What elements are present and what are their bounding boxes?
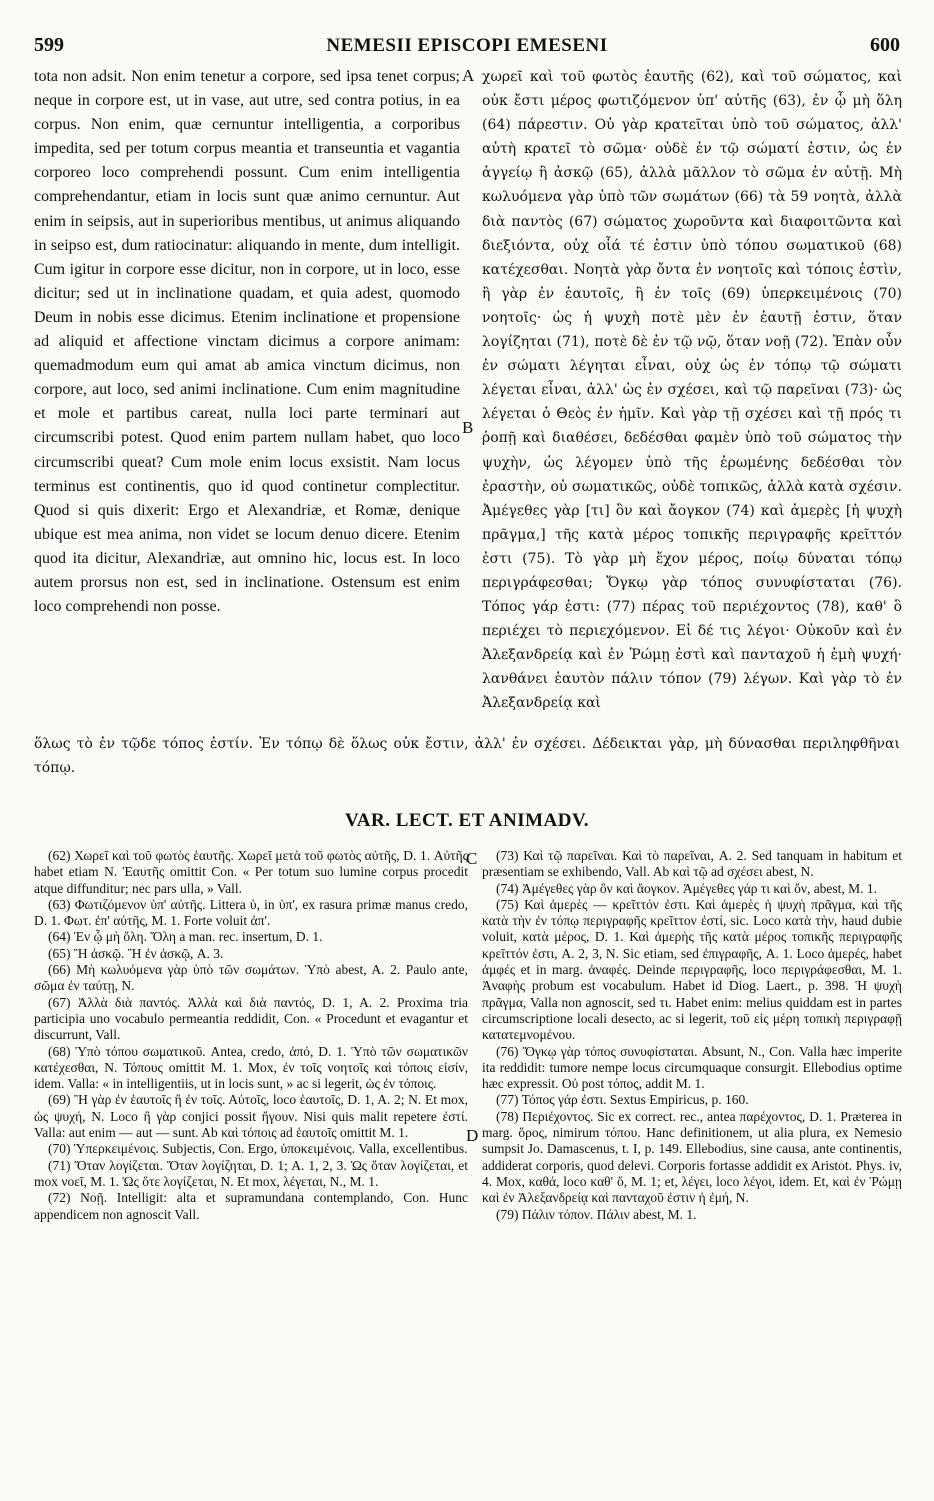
note-65: (65) Ἢ ἀσκῷ. Ἢ ἐν ἀσκῷ, A. 3. (48, 945, 224, 961)
note-73: (73) Καὶ τῷ παρεῖναι. Καὶ τὸ παρεῖναι, A. 2. Sed tanquam in habitum et præsentiam se exhibendo, Vall. Ab καὶ τῷ ad σχέσει abest, N. (482, 848, 902, 880)
note-62: (62) Χωρεῖ καὶ τοῦ φωτὸς ἑαυτῆς. Χωρεῖ μετὰ τοῦ φωτὸς αὐτῆς, D. 1. Αὐτῆς habet etiam N. Ἑαυτῆς omittit Con. « Per totum suo lumine corpus procedit atque diffunditur; nec pars ulla, » Vall. (34, 848, 468, 896)
notes-left-column (34, 848, 468, 1223)
note-79: (79) Πάλιν τόπον. Πάλιν abest, M. 1. (496, 1206, 697, 1222)
section-marker-b: B (462, 418, 474, 437)
section-marker-c: C (466, 849, 478, 868)
note-67: (67) Ἀλλὰ διὰ παντός. Ἀλλὰ καὶ διὰ παντός, D. 1, A. 2. Proxima tria participia uno vocabulo permeantia reddidit, Con. « Procedunt et evagantur et discurrunt, Vall. (34, 994, 468, 1043)
right-page-number: 600 (869, 34, 900, 56)
running-title: NEMESII EPISCOPI EMESENI (326, 35, 608, 56)
note-64: (64) Ἐν ᾧ μὴ ὅλη. Ὅλη a man. rec. insertum, D. 1. (48, 929, 323, 945)
page-header (34, 34, 900, 60)
note-63: (63) Φωτιζόμενον ὑπ' αὐτῆς. Littera ὑ, in ὑπ', ex rasura primæ manus credo, D. 1. Φωτ. ἐπ' αὐτῆς, M. 1. Forte voluit ἀπ'. (34, 896, 468, 929)
note-71: (71) Ὅταν λογίζεται. Ὅταν λογίζηται, D. 1; A. 1, 2, 3. Ὡς ὅταν λογίζεται, et mox νοεῖ, M. 1. Ὡς ὅτε λογίζεται, N. Et mox, λέγεται, N., M. 1. (34, 1157, 468, 1189)
greek-text-continuation: ὅλως τὸ ἐν τῷδε τόπος ἐστίν. Ἐν τόπῳ δὲ ὅλως οὐκ ἔστιν, ἀλλ' ἐν σχέσει. Δέδεικται γὰρ, μὴ δύνασθαι περιληφθῆναι τόπῳ. (34, 736, 900, 777)
note-70: (70) Ὑπερκειμένοις. Subjectis, Con. Ergo, ὑποκειμένοις. Valla, excellentibus. (48, 1141, 468, 1157)
note-75: (75) Καὶ ἀμερὲς — κρεῖττόν ἐστι. Καὶ ἀμερὲς ἡ ψυχὴ πρᾶγμα, καὶ τῆς κατὰ τὴν ἐν τόπῳ περιγραφῆς κρεῖττον ἐστί, sic. Loco κατὰ τὴν, haud dubie voluit, κατὰ μέρος, D. 1. Καὶ ἀμερὴς τῆς κατὰ μέρος τοπικῆς περιγραφῆς κρεῖττόν ἐστι, A. 2, 3, N. Sic etiam, sed ἐπιγραφῆς, A. 1. Loco ἀμερές, habet ἀμφές et in marg. ἀναφές. Deinde περιγραφῆς, loco περιγράφεσθαι, M. 1. Ἀναφὴς probum est vocabulum. Habet id Diog. Laert., p. 398. Ἡ ψυχὴ πρᾶγμα, Valla non agnoscit, sed τι. Habet enim: melius quiddam est in partes circumscriptione locali desecto, ac si legerit, τοῦ εἰς μέρη τοπικὴ περιγραφῇ κατατεμνομένου. (482, 896, 902, 1043)
apparatus-heading: VAR. LECT. ET ANIMADV. (345, 810, 589, 831)
note-74: (74) Ἀμέγεθες γὰρ ὂν καὶ ἄογκον. Ἀμέγεθες γάρ τι καὶ ὄν, abest, M. 1. (496, 880, 878, 896)
note-77: (77) Τόπος γάρ ἐστι. Sextus Empiricus, p. 160. (496, 1092, 749, 1108)
note-76: (76) Ὄγκῳ γὰρ τόπος συνυφίσταται. Absunt, N., Con. Valla hæc imperite ita reddidit: tumore nempe locus circumquaque consurgit. Ellebodius optime hæc expressit. Οὐ post τόπος, addit M. 1. (482, 1043, 902, 1092)
left-page-number: 599 (34, 34, 64, 56)
notes-right-column (482, 848, 902, 1223)
note-68: (68) Ὑπὸ τόπου σωματικοῦ. Antea, credo, ἀπό, D. 1. Ὑπὸ τῶν σωματικῶν κατέχεσθαι, N. Τόπους omittit M. 1. Mox, ἐν τοῖς νοητοῖς καὶ τόποις εἰσίν, idem. Valla: « in intelligentiis, ut in locis sunt, » ac si legerit, ὡς ἐν τόποις. (34, 1043, 468, 1092)
note-78: (78) Περιέχοντος. Sic ex correct. rec., antea παρέχοντος, D. 1. Præterea in marg. ὅρος, nimirum τόπου. Hanc definitionem, ut alia plura, ex Nemesio sumpsit Jo. Damascenus, t. I, p. 149. Ellebodius, sine causa, ante continentis, addiderat corporis, quod delevi. Corporis fortasse addidit ex Aristot. Phys. iv, 4. Mox, καθά, loco καθ' ὅ, M. 1; et, λέγει, loco λέγοι, idem. Et, καὶ ἐν Ῥώμῃ καὶ ἐν Ἀλεξανδρείᾳ καὶ πανταχοῦ ἐστιν ἡ ἐμή, N. (482, 1108, 902, 1206)
note-69: (69) Ἢ γὰρ ἐν ἑαυτοῖς ἢ ἐν τοῖς. Αὐτοῖς, loco ἑαυτοῖς, D. 1, A. 2; N. Et mox, ὡς ψυχή, N. Loco ἢ γὰρ conjici possit ἤγουν. Nisi quis malit repetere ἐστί. Valla: aut enim — aut — sunt. Ab καὶ τόποις ad ἑαυτοῖς omittit M. 1. (34, 1092, 468, 1141)
note-66: (66) Μὴ κωλυόμενα γὰρ ὑπὸ τῶν σωμάτων. Ὑπὸ abest, A. 2. Paulo ante, σῶμα ἐν ταύτῃ, N. (34, 962, 468, 994)
latin-translation-column: tota non adsit. Non enim tenetur a corpore, sed ipsa tenet corpus; neque in corpore est, ut in vase, aut utre, sed contra potius, in ea corpus. Non enim, quæ cernuntur intelligentia, a corporibus impedita, sed per totum corpus meantia et transeuntia et vagantia corporeo loco comprehendi possunt. Cum enim intelligentia comprehendantur, etiam in locis sunt quæ animo cernuntur. Aut enim in seipsis, aut in superioribus mentibus, ut animus aliquando in seipso est, dum ratiocinatur: aliquando in mente, dum intelligit. Cum igitur in corpore esse dicitur, non in corpore, ut in loco, esse dicitur; sed ut in inclinatione quadam, et quia adest, quomodo Deum in nobis esse dicimus. Etenim inclinatione et propensione ad aliquid et affectione vinctam dicimus a corpore animam: quemadmodum eum qui amat ab amica vinctum dicimus, non corpore, aut loco, sed animi inclinatione. Cum enim magnitudine et mole et partibus careat, nulla loci parte terminari aut circumscribi potest. Quod enim partem nullam habet, quo loco circumscribi queat? Cum mole enim locus exsistit. Nam locus terminus est continentis, quo id quod continetur complectitur. Quod si quis dixerit: Ergo et Alexandriæ, et Romæ, denique ubique est mea anima, non videt se locum denuo dicere. Etenim quod ita dicitur, Alexandriæ, aut omnino hic, locus est. In loco autem prorsus non est, sed in inclinatione. Ostensum est enim loco comprehendi non posse. (34, 68, 460, 616)
note-72: (72) Νοῇ. Intelligit: alta et supramundana contemplando, Con. Hunc appendicem non agnoscit Vall. (34, 1190, 468, 1222)
section-marker-d: D (466, 1126, 479, 1145)
greek-text-column: χωρεῖ καὶ τοῦ φωτὸς ἑαυτῆς (62), καὶ τοῦ σώματος, καὶ οὐκ ἔστι μέρος φωτιζόμενον ὑπ' αὐτῆς (63), ἐν ᾧ μὴ ὅλη (64) πάρεστιν. Οὐ γὰρ κρατεῖται ὑπὸ τοῦ σώματος, ἀλλ' αὐτὴ κρατεῖ τὸ σῶμα· οὐδὲ ἐν τῷ σώματί ἐστιν, ὡς ἐν ἀγγείῳ ἢ ἀσκῷ (65), ἀλλὰ μᾶλλον τὸ σῶμα ἐν αὐτῇ. Μὴ κωλυόμενα γὰρ ὑπὸ τῶν σωμάτων (66) τὰ 59 νοητὰ, ἀλλὰ διὰ παντὸς (67) σώματος χωροῦντα καὶ διαφοιτῶντα καὶ διεξιόντα, οὐχ οἷά τέ ἐστιν ὑπὸ τόπου σωματικοῦ (68) κατέχεσθαι. Νοητὰ γὰρ ὄντα ἐν νοητοῖς καὶ τόποις ἐστὶν, ἢ γὰρ ἐν ἑαυτοῖς, ἢ ἐν τοῖς (69) ὑπερκειμένοις (70) νοητοῖς· ὡς ἡ ψυχὴ ποτὲ μὲν ἐν ἑαυτῇ ἐστιν, ὅταν λογίζηται (71), ποτὲ δὲ ἐν τῷ νῷ, ὅταν νοῇ (72). Ἐπὰν οὖν ἐν σώματι λέγηται εἶναι, οὐχ ὡς ἐν τόπῳ τῷ σώματι λέγεται εἶναι, ἀλλ' ὡς ἐν σχέσει, καὶ τῷ παρεῖναι (73)· ὡς λέγεται ὁ Θεὸς ἐν ἡμῖν. Καὶ γὰρ τῇ σχέσει καὶ τῇ πρός τι ῥοπῇ καὶ διαθέσει, δεδέσθαι φαμὲν ὑπὸ τοῦ σώματος τὴν ψυχὴν, ὡς λέγομεν ὑπὸ τῆς ἐρωμένης δεδέσθαι τὸν ἐραστὴν, οὐ σωματικῶς, οὐδὲ τοπικῶς, ἀλλὰ κατὰ σχέσιν. Ἀμέγεθες γὰρ [τι] ὂν καὶ ἄογκον (74) καὶ ἀμερὲς [ἡ ψυχὴ πρᾶγμα,] τῆς κατὰ μέρος τοπικῆς περιγραφῆς κρεῖττόν ἐστι (75). Τὸ γὰρ μὴ ἔχον μέρος, ποίῳ δύναται τόπῳ περιγράφεσθαι; Ὄγκῳ γὰρ τόπος συνυφίσταται (76). Τόπος γάρ ἐστι: (77) πέρας τοῦ περιέχοντος (78), καθ' ὃ περιέχει τὸ περιεχόμενον. Εἰ δέ τις λέγοι· Οὐκοῦν καὶ ἐν Ἀλεξανδρείᾳ καὶ ἐν Ῥώμῃ ἐστὶ καὶ πανταχοῦ ἡ ἐμὴ ψυχή· λανθάνει ἑαυτὸν πάλιν τόπον (79) λέγων. Καὶ γὰρ τὸ ἐν Ἀλεξανδρείᾳ καὶ (482, 69, 902, 712)
section-marker-a: A (462, 66, 475, 85)
